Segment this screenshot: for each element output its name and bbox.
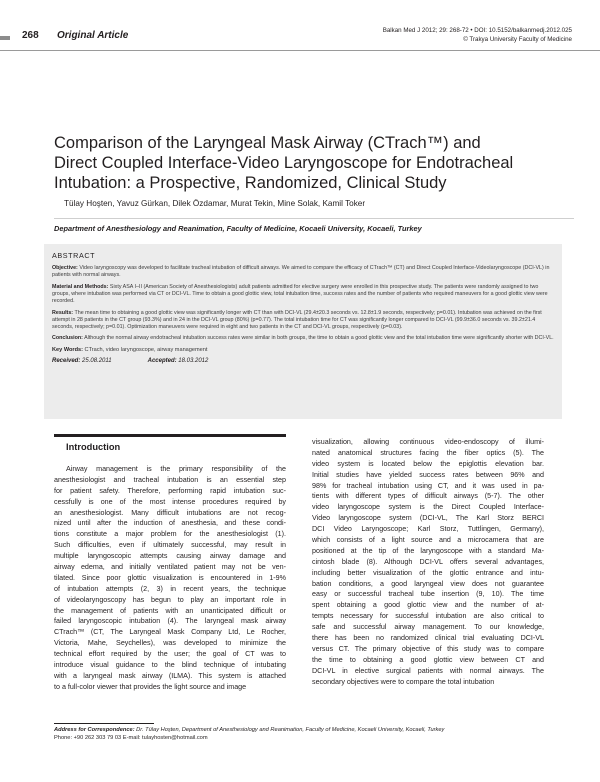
accepted-date: 18.03.2012 bbox=[176, 358, 209, 365]
author-list: Tülay Hoşten, Yavuz Gürkan, Dilek Özdamar, Murat Tekin, Mine Solak, Kamil Toker bbox=[64, 199, 366, 208]
body-text-line: tilated. Since poor glottic visualization is encountered in 1-9% bbox=[54, 573, 286, 582]
introduction-heading: Introduction bbox=[66, 442, 121, 452]
body-text-line: tempts necessary for successful intubation are also critical to bbox=[312, 612, 544, 621]
body-text-line: easy or successful tracheal tube insertion (9, 10). The time bbox=[312, 590, 544, 599]
body-text-line: the time to obtaining a good glottic view between CT and bbox=[312, 655, 544, 664]
affiliation-divider bbox=[54, 218, 574, 219]
body-text-line: video laryngoscope system is the Direct Coupled Interface- bbox=[312, 503, 544, 512]
body-text-line: tions constitute a major problem for the anesthesiologist (1). bbox=[54, 530, 286, 539]
body-text-line: of intubation attempts (2, 3) in recent years, the technique bbox=[54, 584, 286, 593]
correspondence-address: Address for Correspondence: Dr. Tülay Hoşten, Department of Anesthesiology and Reanimation, Faculty of Medicine, Kocaeli University, Kocaeli, Turkey bbox=[54, 727, 445, 733]
body-text-line: airway edema, and initially ventilated patient may not be ven- bbox=[54, 563, 286, 572]
abstract-methods: Material and Methods: Sixty ASA I–II (American Society of Anesthesiologists) adult patients admitted for elective surgery were enrolled in this prospective study. The patients were randomly assigned to two groups, where intubation was performed via CT or DCI-VL. Time to obtain a good glottic view, total intubation time, success rates and the number of patients who required maneuvers for a good glottic view were recorded. bbox=[52, 283, 548, 304]
body-text-line: spent obtaining a good glottic view and the number of at- bbox=[312, 601, 544, 610]
body-text-line: positioned at the tip of the laryngoscope with a standard Ma- bbox=[312, 546, 544, 555]
header-divider bbox=[0, 50, 600, 51]
body-text-line: tients with different types of difficult airways (5-7). The other bbox=[312, 492, 544, 501]
journal-doi-line[interactable]: Balkan Med J 2012; 29: 268-72 • DOI: 10.5152/balkanmedj.2012.025 bbox=[382, 27, 572, 34]
correspondence-footnote bbox=[54, 726, 444, 743]
body-text-line: Video laryngoscope system (DCI-VL, The Karl Storz BERCI bbox=[312, 514, 544, 523]
title-line: Direct Coupled Interface-Video Laryngoscope for Endotracheal bbox=[54, 154, 514, 172]
footnote-divider bbox=[54, 723, 154, 724]
body-text-line: Victoria, Mahe, Seychelles), was developed to minimize the bbox=[54, 639, 286, 648]
section-heading-box bbox=[54, 434, 286, 463]
body-text-line: Initial studies have yielded success rates between 96% and bbox=[312, 470, 544, 479]
article-dates bbox=[52, 358, 556, 365]
accepted-label: Accepted: bbox=[147, 358, 177, 365]
body-text-line: secondary objectives were to compare the total intubation bbox=[312, 677, 495, 686]
page-marker-bar bbox=[0, 36, 10, 40]
body-text-line: multiple laryngoscopic attempts causing airway damage and bbox=[54, 552, 286, 561]
body-text-line: technical effort required by the user; the goal of CT was to bbox=[54, 650, 286, 659]
affiliation: Department of Anesthesiology and Reanimation, Faculty of Medicine, Kocaeli University, Kocaeli, Turkey bbox=[54, 224, 422, 233]
body-text-line: safe and successful airway management. To our knowledge, bbox=[312, 623, 544, 632]
journal-citation bbox=[383, 26, 572, 44]
body-column-right bbox=[312, 437, 544, 687]
page-number: 268 bbox=[22, 30, 39, 41]
body-text-line: the management of patients with an unanticipated difficult or bbox=[54, 606, 286, 615]
page-header-left bbox=[0, 30, 200, 46]
body-text-line: CTrach™ (CT, The Laryngeal Mask Company Ltd, Le Rocher, bbox=[54, 628, 286, 637]
body-text-line: including better visualization of the glottic entrance and intu- bbox=[312, 568, 544, 577]
body-text-line: bation conditions, a good laryngeal view does not guarantee bbox=[312, 579, 544, 588]
received-date: 25.08.2011 bbox=[80, 358, 112, 365]
article-type: Original Article bbox=[57, 30, 129, 41]
abstract-results: Results: The mean time to obtaining a good glottic view was significantly longer with CT than with DCI-VL (29.4±20.3 seconds vs. 12.8±1.9 seconds, respectively; p=0.01). Intubation was achieved on the first attempt in 28 patients in the CT group (93.3%) and in 24 in the DCI-VL group (80%) (p=0.77). The total intubation time for CT was significantly longer compared to DCI-VL (99.9±36.0 seconds vs. 39.2±21.4 seconds, respectively; p=0.01). Optimization maneuvers were required in eight and two patients in the CT and DCI-VL groups, respectively (p=0.03). bbox=[52, 309, 542, 330]
body-text-line: an anesthesiologist. Many difficult intubations are not recog- bbox=[54, 508, 286, 517]
title-line: Comparison of the Laryngeal Mask Airway (CTrach™) and bbox=[54, 134, 481, 152]
received-label: Received: bbox=[52, 358, 81, 365]
body-text-line: Airway management is the primary responsibility of the bbox=[66, 465, 286, 473]
body-text-line: versus CT. The primary objective of this study was to compare bbox=[312, 644, 544, 653]
body-text-line: to a full-color viewer that provides the light source and image bbox=[54, 682, 247, 691]
title-line: Intubation: a Prospective, Randomized, Clinical Study bbox=[54, 174, 447, 192]
article-title bbox=[54, 133, 574, 193]
body-text-line: Such difficulties, even if ultimately successful, may result in bbox=[54, 541, 286, 550]
body-text-line: cintosh blade (8). Although DCI-VL offers several advantages, bbox=[312, 557, 544, 566]
body-text-line: there has been no randomized clinical trial evaluating DCI-VL bbox=[312, 634, 544, 643]
body-text-line: nized until after the induction of anesthesia, and these condi- bbox=[54, 519, 286, 528]
body-text-line: of videolaryngoscopy has begun to play an important role in bbox=[54, 595, 286, 604]
abstract-box bbox=[44, 244, 562, 419]
body-text-line: video system is located below the epiglottis elevation bar. bbox=[312, 459, 544, 468]
body-column-left bbox=[54, 464, 286, 693]
body-text-line: cessfully is one of the most intense procedures required by bbox=[54, 497, 286, 506]
body-text-line: failed laryngoscopic intubation (4). The laryngeal mask airway bbox=[54, 617, 286, 626]
body-text-line: visualization, allowing continuous video-endoscopy of illumi- bbox=[312, 438, 544, 446]
keywords: Key Words: CTrach, video laryngoscope, airway management bbox=[52, 346, 208, 353]
abstract-objective: Objective: Video laryngoscopy was developed to facilitate tracheal intubation of difficult airways. We aimed to compare the efficacy of CTrach™ (CT) and Direct Coupled Interface-Videolaryngoscope (DCI-VL) in patients with normal airways. bbox=[52, 265, 550, 279]
body-text-line: introduce visual guidance to the blind technique of intubating bbox=[54, 661, 286, 670]
copyright-line: © Trakya University Faculty of Medicine bbox=[463, 36, 572, 43]
body-text-line: DCI Video Laryngoscope; Karl Storz, Tuttlingen, Germany), bbox=[312, 525, 544, 534]
abstract-conclusion: Conclusion: Although the normal airway endotracheal intubation success rates were similar in both groups, the time to obtain a good glottic view and the total intubation time were significantly shorter with DCI-VL. bbox=[52, 335, 554, 342]
abstract-heading: ABSTRACT bbox=[52, 251, 96, 260]
body-text-line: nated anatomical structures facing the fiber optics (5). The bbox=[312, 448, 544, 457]
body-text-line: with a laryngeal mask airway (ILMA). This system is attached bbox=[54, 671, 286, 680]
body-text-line: which consists of a light source and a microcamera that are bbox=[312, 536, 544, 545]
body-text-line: anesthesiologist and tracheal intubation is an essential step bbox=[54, 475, 286, 484]
body-text-line: DCI-VL in elective surgical patients with normal airways. The bbox=[312, 666, 544, 675]
body-text-line: for patient safety. Therefore, performing rapid intubation suc- bbox=[54, 486, 286, 495]
correspondence-contact: Phone: +90 262 303 79 03 E-mail: tulayhosten@hotmail.com bbox=[54, 735, 208, 742]
body-text-line: 98% for tracheal intubation using CT, and it was used in pa- bbox=[312, 481, 544, 490]
